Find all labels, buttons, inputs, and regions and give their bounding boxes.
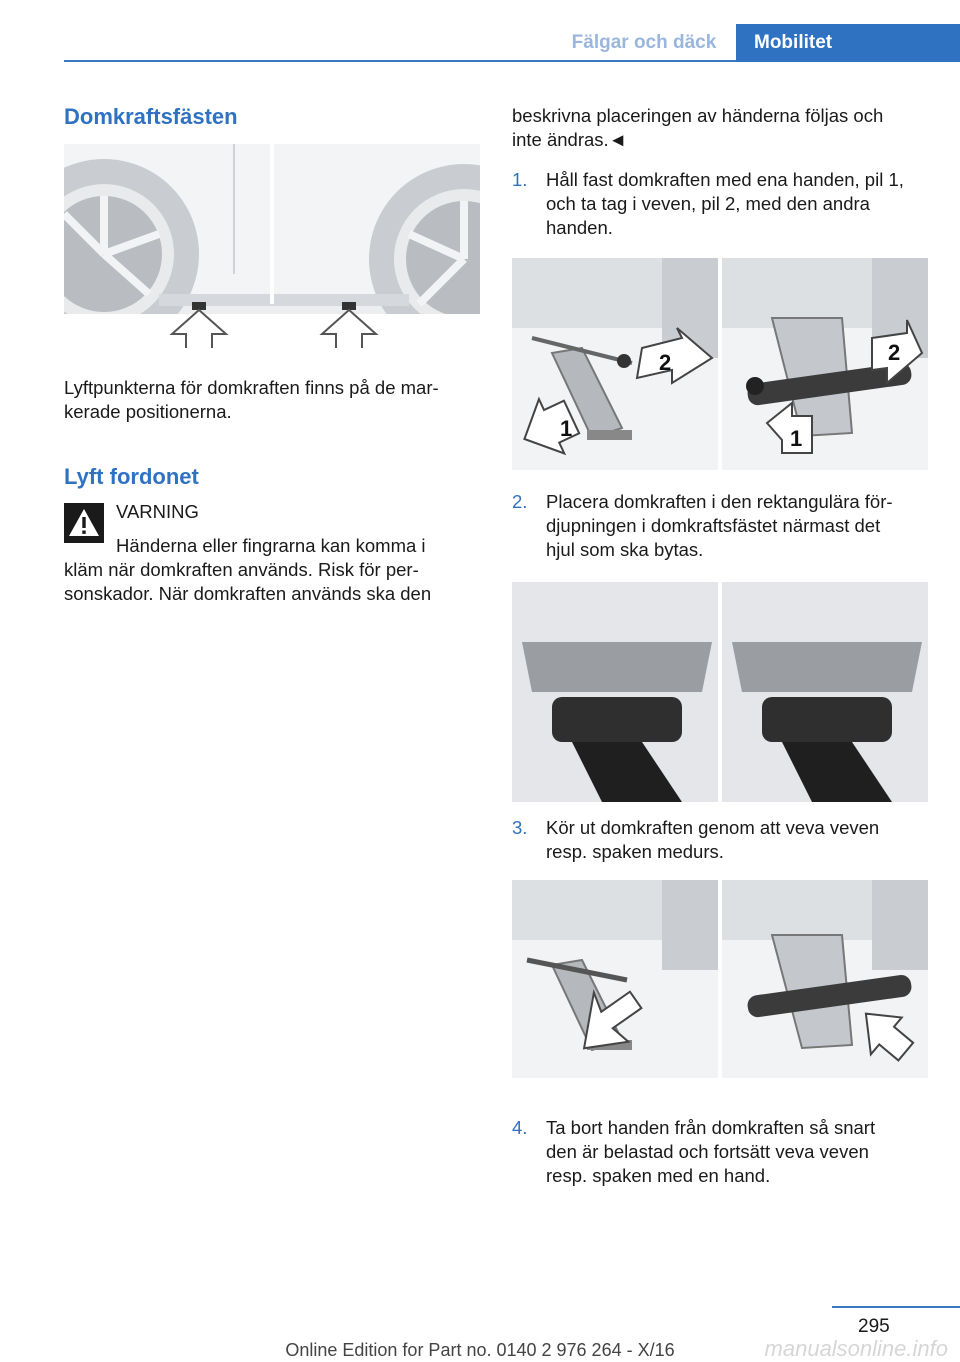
arrow-label-3: 2 xyxy=(888,340,901,365)
step-3-number: 3. xyxy=(512,817,528,838)
step-4-line3: resp. spaken med en hand. xyxy=(546,1165,771,1186)
figure-step-2 xyxy=(512,582,928,802)
warning-line2: kläm när domkraften används. Risk för per‐ xyxy=(64,559,419,580)
step-3-line1: Kör ut domkraften genom att veva veven xyxy=(546,817,880,838)
warning-title: VARNING xyxy=(116,501,199,522)
heading-domkraftsfasten: Domkraftsfästen xyxy=(64,104,238,129)
page-number: 295 xyxy=(858,1316,890,1337)
step-2-number: 2. xyxy=(512,491,528,512)
step-2-line1: Placera domkraften i den rektangulära för‐ xyxy=(546,491,893,512)
watermark: manualsonline.info xyxy=(764,1336,948,1361)
tab-section[interactable]: Fälgar och däck xyxy=(571,32,717,53)
step-2-line3: hjul som ska bytas. xyxy=(546,539,704,560)
figure-step-3 xyxy=(512,880,928,1078)
step-1-line1: Håll fast domkraften med ena handen, pil 1, xyxy=(546,169,904,190)
intro-line1: beskrivna placeringen av händerna följas och xyxy=(512,105,884,126)
arrow-label-4: 1 xyxy=(790,426,803,451)
arrow-label-2: 2 xyxy=(659,350,672,375)
footer-rule xyxy=(832,1306,960,1308)
step-3-line2: resp. spaken medurs. xyxy=(546,841,724,862)
arrow-label-1: 1 xyxy=(560,416,573,441)
step-1-number: 1. xyxy=(512,169,528,190)
warning-line3: sonskador. När domkraften används ska den xyxy=(64,583,432,604)
heading-lyft-fordonet: Lyft fordonet xyxy=(64,464,199,489)
step-1-line2: och ta tag i veven, pil 2, med den andra xyxy=(546,193,870,214)
warning-line1: Händerna eller fingrarna kan komma i xyxy=(116,535,426,556)
step-4-line2: den är belastad och fortsätt veva veven xyxy=(546,1141,869,1162)
step-2-line2: djupningen i domkraftsfästet närmast det xyxy=(546,515,881,536)
figure-jack-points xyxy=(64,144,480,348)
step-4-number: 4. xyxy=(512,1117,528,1138)
caption-line2: kerade positionerna. xyxy=(64,401,232,422)
step-4-line1: Ta bort handen från domkraften så snart xyxy=(546,1117,876,1138)
caption-line1: Lyftpunkterna för domkraften finns på de mar‐ xyxy=(64,377,439,398)
intro-line2: inte ändras.◄ xyxy=(512,129,627,150)
step-1-line3: handen. xyxy=(546,217,613,238)
warning-icon xyxy=(64,503,104,543)
tab-chapter[interactable]: Mobilitet xyxy=(736,24,960,62)
footer-edition: Online Edition for Part no. 0140 2 976 264 - X/16 xyxy=(285,1340,675,1360)
figure-step-1 xyxy=(512,258,928,470)
